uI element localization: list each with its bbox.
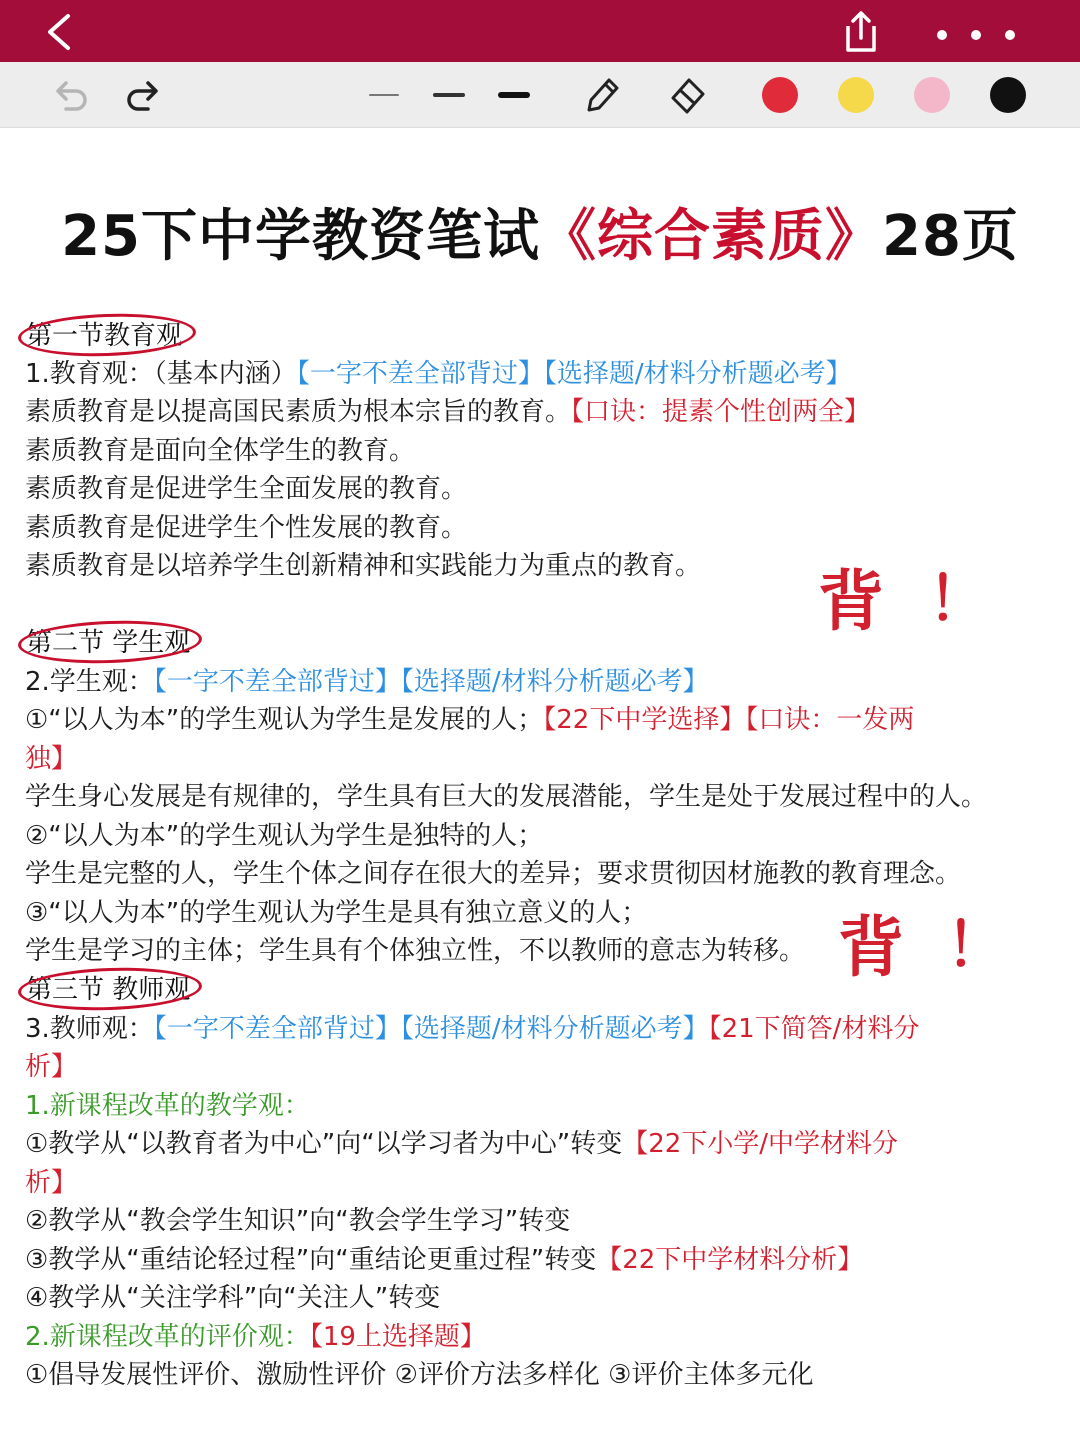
line-text: ①“以人为本”的学生观认为学生是发展的人； (25, 705, 544, 735)
content-line (25, 394, 870, 430)
back-icon[interactable] (40, 12, 80, 52)
line-text: 3.教师观： (25, 1014, 154, 1044)
section-heading-1: 第一节教育观 (26, 321, 183, 351)
medium-stroke-option[interactable] (432, 70, 466, 120)
line-text: 1.教育观：（基本内涵） (25, 359, 297, 389)
blue-tag: 【一字不差全部背过】 (153, 667, 401, 697)
content-line (25, 1126, 898, 1162)
line-text: ①教学从“以教育者为中心”向“以学习者为中心”转变 (25, 1129, 623, 1159)
line-text: 素质教育是以提高国民素质为根本宗旨的教育。 (25, 397, 572, 427)
line-text: ③教学从“重结论轻过程”向“重结论更重过程”转变 (25, 1245, 597, 1275)
handwritten-note-exclaim: ！ (946, 911, 1006, 981)
red-tag: 【19上选择题】 (309, 1322, 486, 1352)
red-tag: 【22下小学/中学材料分 (622, 1129, 899, 1159)
content-line: 析】 (25, 1168, 78, 1198)
handwritten-note-exclaim: ！ (928, 565, 988, 635)
title-part-1: 25下中学教资笔试 (61, 204, 540, 269)
blue-tag: 【一字不差全部背过】 (153, 1014, 401, 1044)
color-yellow-swatch[interactable] (836, 70, 876, 120)
content-line: 素质教育是面向全体学生的教育。 (25, 436, 416, 466)
page-title (0, 192, 1080, 272)
content-line: ③“以人为本”的学生观认为学生是具有独立意义的人； (25, 898, 648, 928)
section-heading-3: 第三节 教师观 (26, 975, 191, 1005)
red-tag: 【22下中学选择】【口诀：一发两 (543, 705, 915, 735)
content-line: 析】 (25, 1052, 78, 1082)
red-tag: 【21下简答/材料分 (708, 1014, 920, 1044)
thin-stroke-option[interactable] (368, 70, 400, 120)
pen-icon[interactable] (580, 70, 624, 120)
content-line: 1.新课程改革的教学观： (25, 1091, 310, 1121)
share-icon[interactable] (840, 10, 882, 54)
content-line (25, 1319, 486, 1355)
content-line: 素质教育是促进学生个性发展的教育。 (25, 513, 468, 543)
blue-tag: 【选择题/材料分析题必考】 (400, 1014, 709, 1044)
content-line: ①倡导发展性评价、激励性评价 ②评价方法多样化 ③评价主体多元化 (25, 1360, 814, 1390)
content-line: ②“以人为本”的学生观认为学生是独特的人； (25, 821, 544, 851)
undo-icon[interactable] (46, 70, 90, 120)
content-line: 学生身心发展是有规律的，学生具有巨大的发展潜能，学生是处于发展过程中的人。 (25, 782, 988, 812)
blue-tag: 【选择题/材料分析题必考】 (543, 359, 852, 389)
handwritten-note-bei: 背 (818, 562, 884, 640)
redo-icon[interactable] (124, 70, 168, 120)
content-line: ②教学从“教会学生知识”向“教会学生学习”转变 (25, 1206, 571, 1236)
thick-stroke-option[interactable] (496, 70, 532, 120)
top-app-bar (0, 0, 1080, 62)
color-black-swatch[interactable] (988, 70, 1028, 120)
eraser-icon[interactable] (666, 70, 710, 120)
content-line (25, 664, 709, 700)
content-line (25, 1011, 919, 1047)
blue-tag: 【选择题/材料分析题必考】 (400, 667, 709, 697)
content-line: ④教学从“关注学科”向“关注人”转变 (25, 1283, 441, 1313)
line-text: 2.学生观： (25, 667, 154, 697)
content-line (25, 356, 852, 392)
color-yellow-dot (838, 77, 874, 113)
content-line: 学生是完整的人，学生个体之间存在很大的差异；要求贯彻因材施教的教育理念。 (25, 859, 962, 889)
red-tag: 【口诀：提素个性创两全】 (571, 397, 871, 427)
title-highlight: 《综合素质》 (540, 204, 882, 269)
more-icon[interactable] (928, 16, 1028, 50)
color-pink-dot (914, 77, 950, 113)
annotation-toolbar (0, 62, 1080, 128)
red-tag: 【22下中学材料分析】 (596, 1245, 864, 1275)
color-black-dot (990, 77, 1026, 113)
content-line (25, 1242, 863, 1278)
color-pink-swatch[interactable] (912, 70, 952, 120)
handwritten-note-bei: 背 (838, 908, 904, 986)
content-line (25, 702, 914, 738)
section-heading-2: 第二节 学生观 (26, 628, 191, 658)
title-part-2: 28页 (882, 204, 1019, 269)
color-red-swatch[interactable] (760, 70, 800, 120)
green-heading: 2.新课程改革的评价观： (25, 1322, 310, 1352)
blue-tag: 【一字不差全部背过】 (296, 359, 544, 389)
content-line: 学生是学习的主体；学生具有个体独立性，不以教师的意志为转移。 (25, 936, 806, 966)
content-line: 素质教育是促进学生全面发展的教育。 (25, 474, 468, 504)
content-line: 素质教育是以培养学生创新精神和实践能力为重点的教育。 (25, 551, 702, 581)
color-red-dot (762, 77, 798, 113)
content-line: 独】 (25, 744, 78, 774)
